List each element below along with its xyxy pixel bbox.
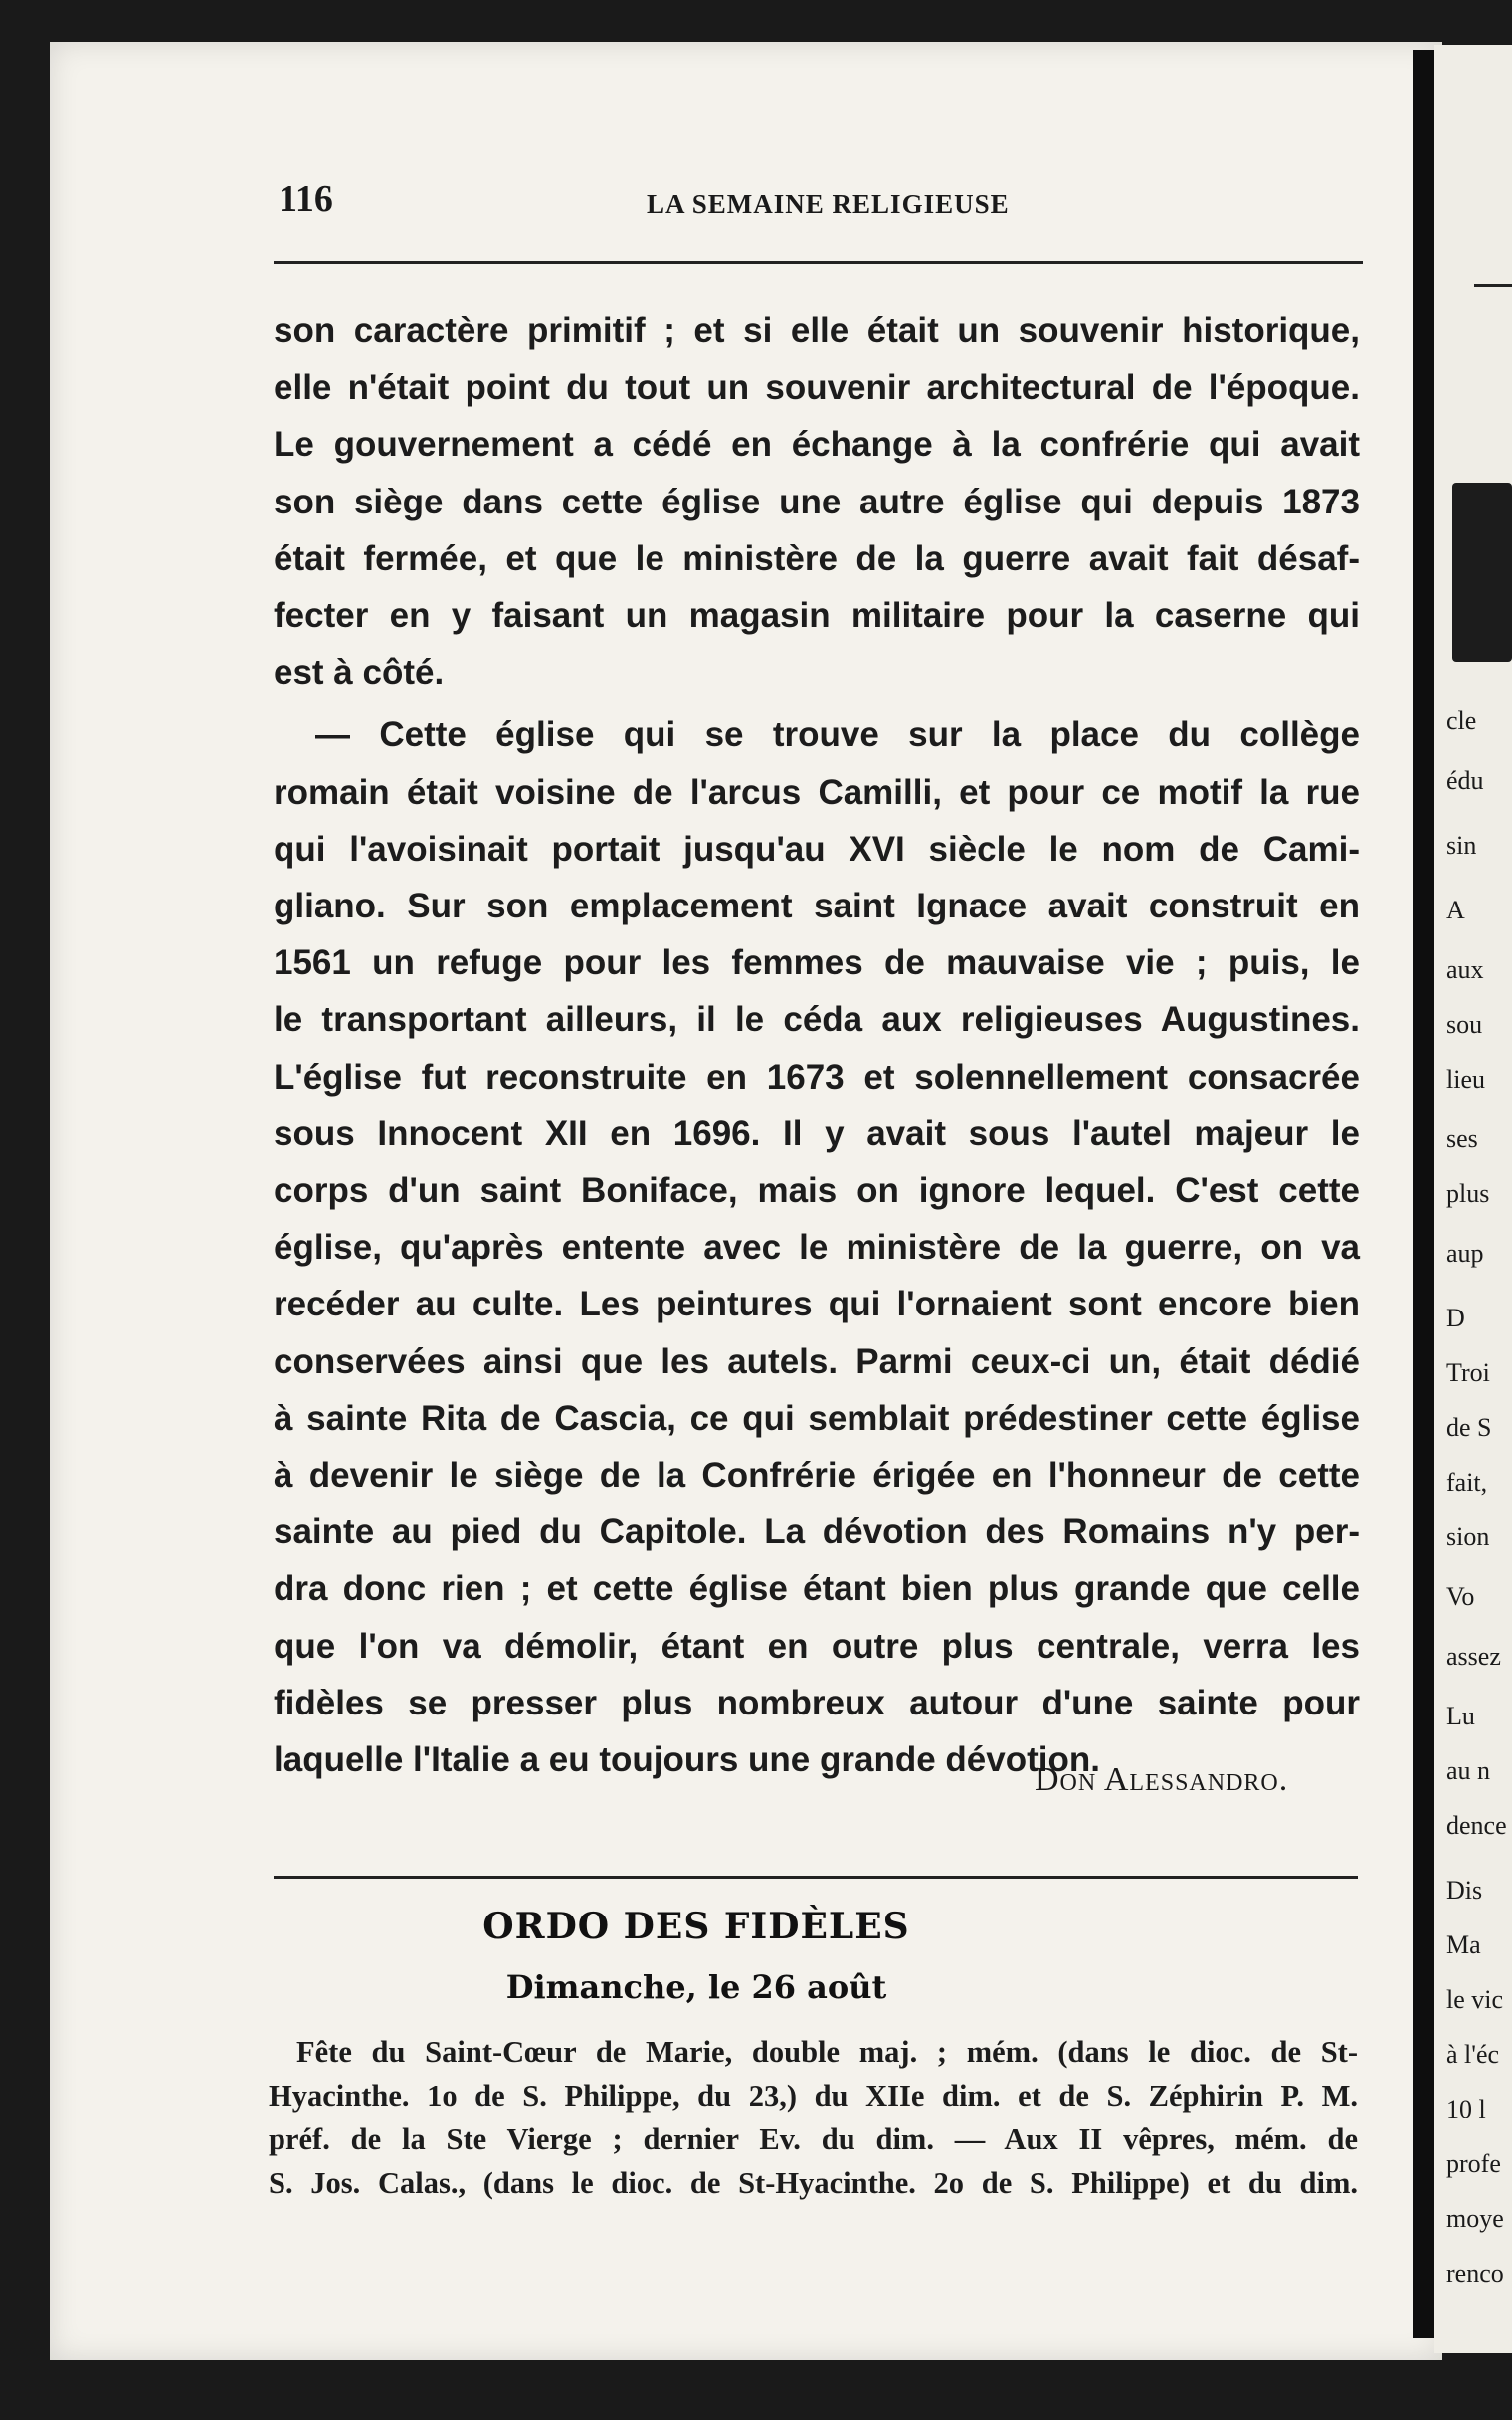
facing-page-fragment: Ma bbox=[1446, 1930, 1481, 1959]
running-title: LA SEMAINE RELIGIEUSE bbox=[647, 189, 1010, 219]
facing-page-fragment: renco bbox=[1446, 2259, 1504, 2288]
page-number: 116 bbox=[279, 178, 333, 220]
text-line: sainte au pied du Capitole. La dévotion des Romains n'y per- bbox=[274, 1512, 1360, 1552]
article-body bbox=[274, 302, 1360, 1788]
facing-page-fragment: au n bbox=[1446, 1756, 1491, 1785]
facing-page-fragment: aux bbox=[1446, 955, 1484, 984]
text-line: fecter en y faisant un magasin militaire pour la caserne qui bbox=[274, 596, 1360, 636]
text-line: gliano. Sur son emplacement saint Ignace avait construit en bbox=[274, 887, 1360, 926]
text-line: romain était voisine de l'arcus Camilli, et pour ce motif la rue bbox=[274, 772, 1360, 812]
facing-page-fragment: 10 l bbox=[1446, 2095, 1486, 2123]
ordo-line: Fête du Saint-Cœur de Marie, double maj. ; mém. (dans le dioc. de St- bbox=[296, 2035, 1358, 2069]
section-rule bbox=[274, 1876, 1358, 1879]
facing-page-fragment: plus bbox=[1446, 1179, 1490, 1208]
facing-page-fragment: profe bbox=[1446, 2149, 1501, 2178]
facing-page-fragment: A bbox=[1446, 896, 1465, 924]
facing-page-fragment: cle bbox=[1446, 706, 1477, 735]
facing-page-fragment: moye bbox=[1446, 2204, 1504, 2233]
text-line: dra donc rien ; et cette église étant bien plus grande que celle bbox=[274, 1569, 1360, 1609]
facing-page-drop-cap bbox=[1452, 483, 1512, 662]
facing-page-fragment: D bbox=[1446, 1304, 1465, 1332]
text-line: est à côté. bbox=[274, 653, 445, 693]
facing-page-fragment: sion bbox=[1446, 1522, 1490, 1551]
facing-page-fragment: édu bbox=[1446, 766, 1484, 795]
text-line: sous Innocent XII en 1696. Il y avait sous l'autel majeur le bbox=[274, 1113, 1360, 1153]
facing-page-fragment: à l'éc bbox=[1446, 2040, 1500, 2069]
header-rule bbox=[274, 261, 1363, 264]
text-line: Le gouvernement a cédé en échange à la confrérie qui avait bbox=[274, 425, 1360, 465]
facing-page-fragment: assez bbox=[1446, 1642, 1501, 1671]
text-line: recéder au culte. Les peintures qui l'ornaient sont encore bien bbox=[274, 1285, 1360, 1324]
text-line: que l'on va démolir, étant en outre plus centrale, verra les bbox=[274, 1626, 1360, 1666]
page-gutter bbox=[1413, 50, 1434, 2338]
facing-page-fragment: de S bbox=[1446, 1413, 1492, 1442]
text-line: le transportant ailleurs, il le céda aux religieuses Augustines. bbox=[274, 1000, 1360, 1040]
text-line: son caractère primitif ; et si elle était un souvenir historique, bbox=[274, 311, 1360, 350]
text-line: elle n'était point du tout un souvenir architectural de l'époque. bbox=[274, 368, 1360, 408]
ordo-line: S. Jos. Calas., (dans le dioc. de St-Hyacinthe. 2o de S. Philippe) et du dim. bbox=[269, 2166, 1358, 2200]
facing-page-fragment: lieu bbox=[1446, 1065, 1485, 1094]
text-line: corps d'un saint Boniface, mais on ignore lequel. C'est cette bbox=[274, 1171, 1360, 1211]
facing-page-fragment: Vo bbox=[1446, 1582, 1475, 1611]
ordo-text bbox=[269, 2030, 1358, 2205]
facing-page-fragment: Dis bbox=[1446, 1876, 1483, 1905]
ordo-line: Hyacinthe. 1o de S. Philippe, du 23,) du XIIe dim. et de S. Zéphirin P. M. bbox=[269, 2079, 1358, 2113]
text-line: laquelle l'Italie a eu toujours une grande dévotion. bbox=[274, 1740, 1100, 1780]
facing-page-rule bbox=[1474, 284, 1512, 287]
facing-page-fragment: sou bbox=[1446, 1010, 1483, 1039]
facing-page-fragment: le vic bbox=[1446, 1985, 1504, 2014]
facing-page-fragment: Troi bbox=[1446, 1358, 1490, 1387]
text-line: à sainte Rita de Cascia, ce qui semblait prédestiner cette église bbox=[274, 1398, 1360, 1438]
facing-page-fragment: aup bbox=[1446, 1239, 1484, 1268]
facing-page-fragment: dence bbox=[1446, 1811, 1507, 1840]
ordo-date: Dimanche, le 26 août bbox=[505, 1968, 887, 2006]
text-line: L'église fut reconstruite en 1673 et solennellement consacrée bbox=[274, 1057, 1360, 1097]
text-line: son siège dans cette église une autre église qui depuis 1873 bbox=[274, 482, 1360, 521]
text-line: fidèles se presser plus nombreux autour d'une sainte pour bbox=[274, 1683, 1360, 1722]
text-line: 1561 un refuge pour les femmes de mauvaise vie ; puis, le bbox=[274, 943, 1360, 983]
paragraph-2 bbox=[274, 706, 1360, 1788]
facing-page-fragment: ses bbox=[1446, 1124, 1478, 1153]
text-line: était fermée, et que le ministère de la guerre avait fait désaf- bbox=[274, 538, 1360, 578]
facing-page-fragment: fait, bbox=[1446, 1468, 1488, 1497]
text-line: qui l'avoisinait portait jusqu'au XVI siècle le nom de Cami- bbox=[274, 829, 1360, 869]
text-line: à devenir le siège de la Confrérie érigée en l'honneur de cette bbox=[274, 1456, 1360, 1496]
text-line: conservées ainsi que les autels. Parmi ceux-ci un, était dédié bbox=[274, 1341, 1360, 1381]
text-line: église, qu'après entente avec le ministère de la guerre, on va bbox=[274, 1228, 1360, 1268]
ordo-line: préf. de la Ste Vierge ; dernier Ev. du dim. — Aux II vêpres, mém. de bbox=[269, 2122, 1358, 2156]
ordo-title: ORDO DES FIDÈLES bbox=[482, 1906, 910, 1947]
facing-page-fragment: sin bbox=[1446, 831, 1477, 860]
facing-page-edge bbox=[1434, 45, 1512, 2353]
facing-page-fragment: Lu bbox=[1446, 1702, 1475, 1730]
author-signature: Don Alessandro. bbox=[1035, 1761, 1289, 1798]
paragraph-1 bbox=[274, 302, 1360, 701]
text-line: — Cette église qui se trouve sur la place du collège bbox=[315, 715, 1360, 755]
